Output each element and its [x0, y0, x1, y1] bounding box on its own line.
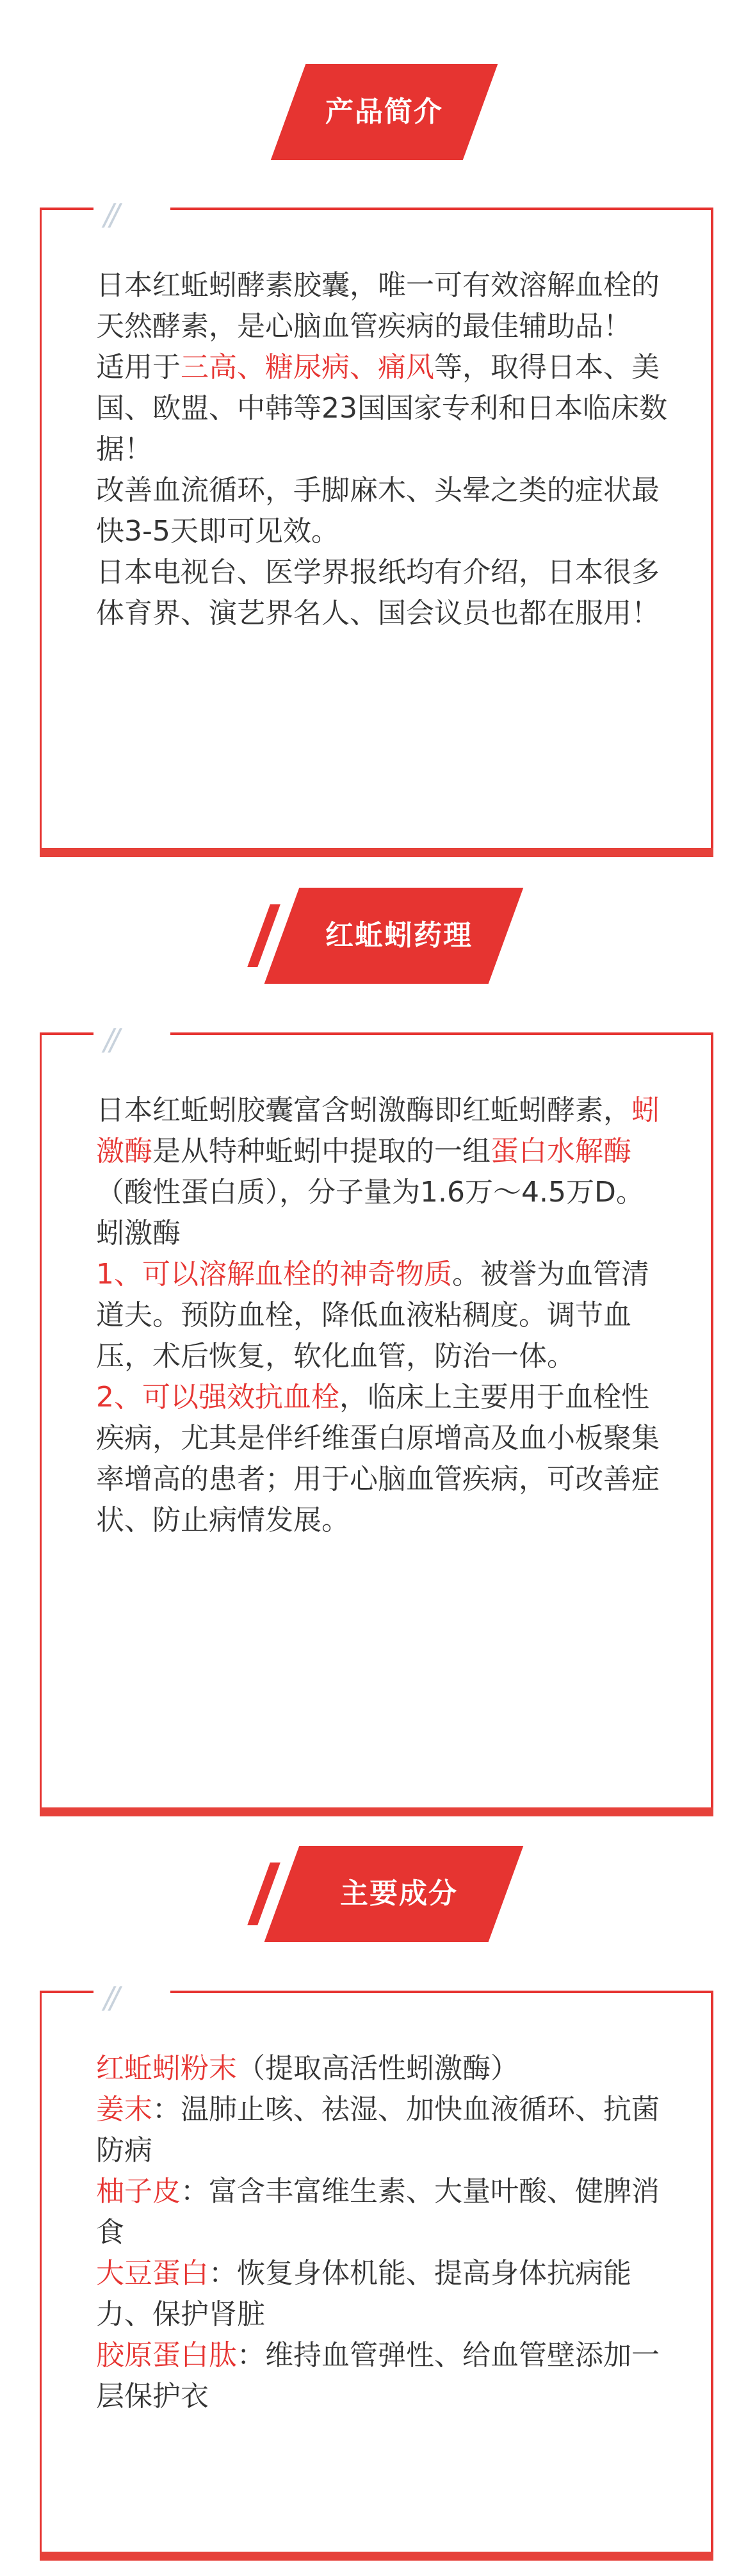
body-text: 。被誉为血管清道夫。预防血栓，降低血液粘稠度。调节血压，术后恢复，软化血管，防治一体。 [96, 1258, 649, 1373]
paragraph [96, 265, 667, 347]
section-text-pharmacology [96, 1090, 667, 1541]
section-title-pharmacology: 红蚯蚓药理 [325, 919, 473, 952]
paragraph [96, 1090, 667, 1213]
body-text: ，临床上主要用于血栓性疾病，尤其是伴纤维蛋白原增高及血小板聚集率增高的患者；用于心脑血管疾病，可改善症状、防止病情发展。 [96, 1381, 660, 1537]
slash-decoration-icon: // [104, 1980, 116, 2015]
section-card-intro [40, 197, 713, 857]
section-banner-intro [269, 64, 499, 160]
highlight-text: 红蚯蚓粉末 [96, 2052, 237, 2085]
body-text: 日本电视台、医学界报纸均有介绍，日本很多体育界、演艺界名人、国会议员也都在服用！ [96, 556, 660, 630]
section-text-ingredients [96, 2048, 667, 2417]
highlight-text: 柚子皮 [96, 2175, 181, 2208]
paragraph [96, 470, 667, 552]
body-text: 日本红蚯蚓胶囊富含蚓激酶即红蚯蚓酵素， [96, 1094, 631, 1127]
paragraph [96, 347, 667, 470]
paragraph [96, 2335, 667, 2417]
highlight-text: 大豆蛋白 [96, 2257, 209, 2290]
paragraph [96, 1377, 667, 1541]
paragraph [96, 1254, 667, 1377]
section-text-intro [96, 265, 667, 634]
highlight-text: 2、可以强效抗血栓 [96, 1381, 339, 1414]
section-banner-ingredients [236, 1846, 524, 1942]
section-title-intro: 产品简介 [325, 95, 443, 128]
paragraph [96, 2253, 667, 2335]
paragraph [96, 2171, 667, 2253]
body-text: 日本红蚯蚓酵素胶囊，唯一可有效溶解血栓的天然酵素，是心脑血管疾病的最佳辅助品！ [96, 269, 660, 343]
body-text: 是从特种蚯蚓中提取的一组 [152, 1135, 491, 1168]
body-text: 改善血流循环，手脚麻木、头晕之类的症状最快3-5天即可见效。 [96, 474, 660, 548]
body-text: ：恢复身体机能、提高身体抗病能力、保护肾脏 [96, 2257, 631, 2331]
highlight-text: 三高、糖尿病、痛风 [181, 351, 434, 384]
slash-decoration-icon: // [104, 197, 116, 232]
paragraph [96, 2089, 667, 2171]
section-card-pharmacology [40, 1022, 713, 1816]
paragraph [96, 1213, 667, 1254]
highlight-text: 姜末 [96, 2093, 152, 2126]
section-banner-pharmacology [236, 888, 524, 984]
body-text: （酸性蛋白质），分子量为1.6万～4.5万D。 [96, 1176, 644, 1209]
body-text: ：温肺止咳、祛湿、加快血液循环、抗菌防病 [96, 2093, 660, 2167]
body-text: 蚓激酶 [96, 1217, 181, 1250]
highlight-text: 蛋白水解酶 [491, 1135, 631, 1168]
body-text: 等，取得日本、美国、欧盟、中韩等23国国家专利和日本临床数据！ [96, 351, 667, 466]
body-text: 适用于 [96, 351, 181, 384]
body-text: ：维持血管弹性、给血管壁添加一层保护衣 [96, 2339, 660, 2413]
highlight-text: 1、可以溶解血栓的神奇物质 [96, 1258, 452, 1291]
section-title-ingredients: 主要成分 [340, 1877, 458, 1910]
paragraph [96, 2048, 667, 2089]
highlight-text: 蚓激酶 [96, 1094, 660, 1168]
highlight-text: 胶原蛋白肽 [96, 2339, 237, 2372]
slash-decoration-icon: // [104, 1022, 116, 1057]
body-text: ：富含丰富维生素、大量叶酸、健脾消食 [96, 2175, 660, 2249]
body-text: （提取高活性蚓激酶） [237, 2052, 519, 2085]
section-card-ingredients [40, 1980, 713, 2561]
paragraph [96, 552, 667, 634]
